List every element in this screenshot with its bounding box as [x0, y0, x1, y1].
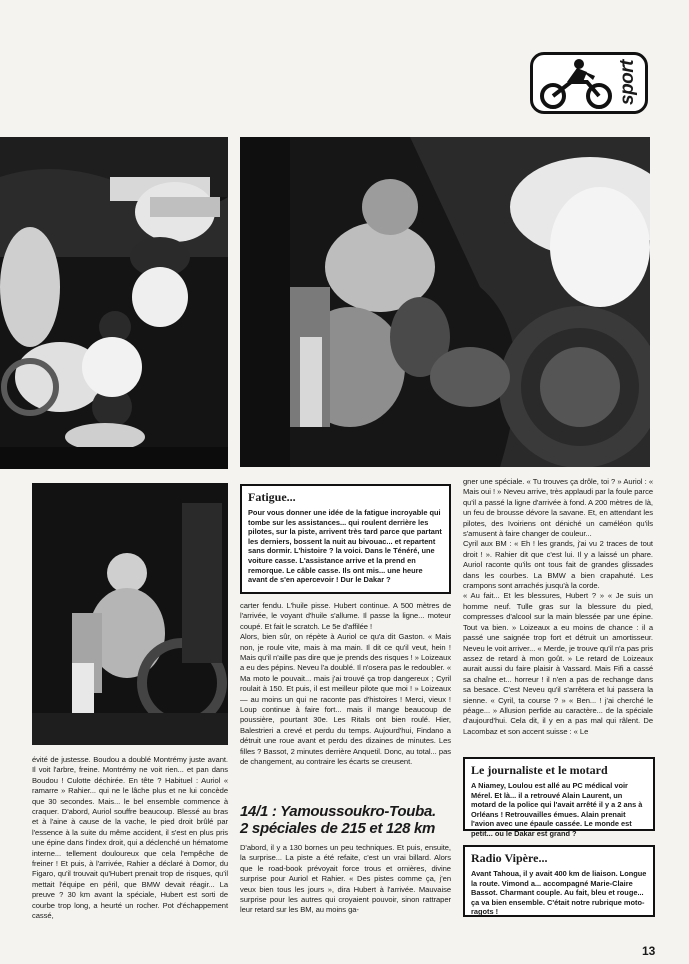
photo-shirtless-mechanic [32, 483, 228, 745]
radio-box-title: Radio Vipère... [471, 851, 548, 865]
sport-logo-text: sport [617, 60, 638, 106]
photo-mechanics-night [0, 137, 228, 469]
journaliste-box-title: Le journaliste et le motard [471, 763, 608, 777]
column-left [32, 755, 228, 922]
column-middle-bottom-text: D'abord, il y a 130 bornes un peu techniques. Et puis, ensuite, la surprise... La piste a été refaite, c'est un vrai billard. Alors que le road-book prévoyait force trous et ornières, divine surprise pour Auriol et Rahier. « Des pistes comme ça, j'en veux bien tous les jours », dira Hubert à l'arrivée. Mauvaise surprise pour les autres qui croyaient pouvoir, sinon rattraper leur retard sur les BM, au moins ga- [240, 843, 451, 915]
fatigue-box-title: Fatigue... [248, 490, 296, 504]
radio-box-body: Avant Tahoua, il y avait 400 km de liaison. Longue la route. Vimond a... accompagné Marie-Claire Bassot. Charmant couple. Au fait, bleu et rouge... ça va bien ensemble. C'était notre rubrique moto-ragots ! [471, 869, 647, 917]
fatigue-box-body: Pour vous donner une idée de la fatigue incroyable qui tombe sur les assistances... qui roulent derrière les pilotes, sur la piste, arrivent très tard parce que partant les derniers, bossent la nuit au bivouac... et repartent sans dormir. L'histoire ? la voici. Dans le Ténéré, une voiture casse. L'assistance arrive et la prend en remorque. Le câble casse. Ils ont mis... une heure avant de s'en apercevoir ! Dur le Dakar ? [248, 508, 442, 585]
column-right [463, 477, 653, 737]
sport-logo [530, 52, 648, 114]
column-left-text: évité de justesse. Boudou a doublé Montrémy juste avant. Il voit l'arbre, freine. Montrémy ne voit rien... et pan dans Boudou ! Culotte déchirée. En tête ? Habituel : Auriol « ramarre » Rahier... qui ne le lâche plus et ne lui concède que 30 secondes. Mais... le bel ensemble commence à craquer. D'abord, Auriol souffre beaucoup. Blessé au bras et à l'aine à cause de la vache, le pied droit brûlé par l'essence à la suite du même accident, il s'est en plus pris une épine dans l'index droit, qui a déclenché un hématome interne... tellement douloureux que cela l'empêche de freiner ! Et puis, à l'arrivée, Rahier a déclaré à Domor, du Figaro, qu'il trouvait qu'Hubert prenait trop de risques, qu'il mettait l'équipe en péril, que BMW devait réagir... La preuve ? 30 km avant la spéciale, Hubert est sorti de courbe trop long, a heurté un rocher. Pot d'échappement cassé, [32, 755, 228, 921]
fatigue-box [240, 484, 451, 594]
page-number: 13 [642, 944, 656, 958]
radio-box [463, 845, 655, 917]
journaliste-box-body: A Niamey, Loulou est allé au PC médical voir Mérel. Et là... il a retrouvé Alain Laurent, un motard de la police qui l'avait arrêté il y a 2 ans à Orléans ! Retrouvailles émues. Alain prenait l'avion avec une épaule cassée. Le monde est petit... ou le Dakar est grand ? [471, 781, 643, 838]
column-right-text: gner une spéciale. « Tu trouves ça drôle, toi ? » Auriol : « Mais oui ! » Neveu arrive, très applaudi par la foule parce qu'il a passé la ligne d'arrivée à fond. A 200 mètres de là, un feu de brousse dévore la savane. Et, en attendant les pilotes, des Ivoiriens ont déniché un caméléon qu'ils s'amusent à faire changer de couleur... Cyril aux BM : « Eh ! les grands, j'ai vu 2 traces de tout droit ! ». Rahier dit que c'est lui. Il y a laissé un phare. Auriol raconte qu'ils ont tous fait de grandes glissades dans les courbes. La BMW a bien crapahuté. Les crampons sont arrachés jusqu'à la corde. « Au fait... Et les blessures, Hubert ? » « Je suis un homme neuf. Tulle gras sur la blessure du pied, compresses d'alcool sur la main blessée par une épine. Tout va bien. » Loizeaux a eu moins de chance : il a passé une saignée trop fort et détruit un amortisseur. Neveu le voit arriver... « Merde, je trouve qu'il n'a pas pris assez de retard à mon goût. » Le retard de Loizeaux aurait aussi du faire plaisir à Vassard. Mais Fifi a cassé sa chaîne et... horreur ! il n'en a pas de rechange dans sa besace. C'est Neveu qu'il s'arrêtera et lui passera la sienne. « Cyril, ta course ? » « Ben... ! j'ai cherché le péage... » Allusion perfide au caractère... de la spéciale d'aujourd'hui. Cela dit, il y en a pas mal qui râlent. De Lacombaz et son accent suisse : « Le [463, 477, 653, 736]
journaliste-box [463, 757, 655, 838]
column-middle-bottom [240, 843, 451, 916]
motorbike-icon [537, 56, 617, 112]
section-heading: 14/1 : Yamoussoukro-Touba. 2 spéciales de 215 et 128 km [240, 803, 436, 837]
column-middle-top-text: carter fendu. L'huile pisse. Hubert continue. A 500 mètres de l'arrivée, le voyant d'huile s'allume. Il passe la ligne... moteur coupé. Et fait le scratch. Le 5e d'affilée ! Alors, bien sûr, on répète à Auriol ce qu'a dit Gaston. « Mais non, je roule vite, mais à ma main. Il dit ce qu'il veut, hein ! Mais qu'il n'aille pas dire que je prends des risques ! » Loizeaux a eu des pépins. Neveu l'a doublé. Il n'osera pas le redoubler. « Ma moto le pouvait... mais j'ai trouvé ça trop dangereux ; Cyril roulait à 150. Et puis, il est meilleur pilote que moi ! » Loizeaux — au moins un qui ne raconte pas d'histoires ! Merci, vieux ! Loup continue à faire fort... mais il mange beaucoup de poussière, pourtant 30e. Les Ritals ont bien roulé. Hier, Balestrieri a crevé et perdu du temps. Aujourd'hui, Findano a détruit une roue avant et perdu des dizaines de minutes. Les filles ? Bassot, 2 minutes derrière Anquetil. Donc, au total... pas de changement, au contraire les écarts se creusent. [240, 601, 451, 767]
photo-mechanic-bike-99 [240, 137, 650, 467]
column-middle-top [240, 601, 451, 768]
